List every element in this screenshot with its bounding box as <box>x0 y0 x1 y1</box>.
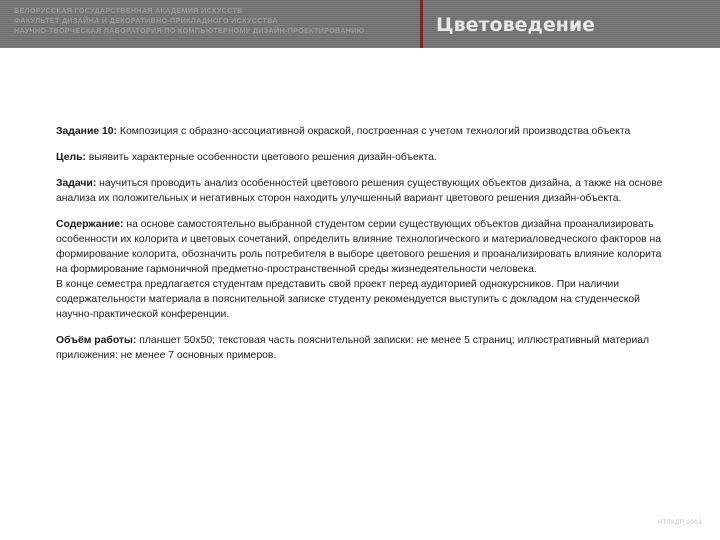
content-extra-text: В конце семестра предлагается студентам представить свой проект перед аудиторией однокурсников. При наличии содержательности материала в пояснительной записке студенту рекомендуется выступить с докладом на студенческой научно-практической конференции. <box>56 279 640 320</box>
objectives-paragraph <box>56 176 664 206</box>
content-text: на основе самостоятельно выбранной студентом серии существующих объектов дизайна проанализировать особенности их колорита и цветовых сочетаний, определить влияние технологического и материаловедческого факторов на формирование колорита, обозначить роль потребителя в выборе цветового решения и проанализировать влияние колорита на формирование гармоничной предметно-пространственной среды жизнедеятельности человека. <box>56 219 662 275</box>
institution-line: ФАКУЛЬТЕТ ДИЗАЙНА И ДЕКОРАТИВНО-ПРИКЛАДНОГО ИСКУССТВА <box>14 16 278 25</box>
task-label: Задание 10: <box>56 126 118 137</box>
goal-text: выявить характерные особенности цветового решения дизайн-объекта. <box>85 152 437 163</box>
page-title: Цветоведение <box>436 14 596 36</box>
institution-line: НАУЧНО-ТВОРЧЕСКАЯ ЛАБОРАТОРИЯ ПО КОМПЬЮТЕРНОМУ ДИЗАЙН-ПРОЕКТИРОВАНИЮ <box>14 26 365 35</box>
content-paragraph <box>56 217 664 322</box>
footer-mark: НТЛКДП 2003 <box>657 520 702 526</box>
volume-text: планшет 50х50; текстовая часть пояснительной записки: не менее 5 страниц; иллюстративный материал приложения: не менее 7 основных примеров. <box>56 335 650 361</box>
task-text: Композиция с образно-ассоциативной окраской, построенная с учетом технологий производства объекта <box>117 126 631 137</box>
objectives-text: научиться проводить анализ особенностей цветового решения существующих объектов дизайна, а также на основе анализа их положительных и негативных сторон находить улучшенный вариант цветового решения дизайн-объекта. <box>56 178 663 204</box>
accent-divider <box>420 0 423 48</box>
goal-label: Цель: <box>56 152 86 163</box>
goal-paragraph <box>56 150 664 165</box>
content-label: Содержание: <box>56 219 124 230</box>
volume-paragraph <box>56 333 664 363</box>
document-body <box>56 124 664 374</box>
institution-name <box>14 6 414 36</box>
objectives-label: Задачи: <box>56 178 97 189</box>
header-bar <box>0 0 720 48</box>
task-paragraph <box>56 124 664 139</box>
institution-line: БЕЛОРУССКАЯ ГОСУДАРСТВЕННАЯ АКАДЕМИЯ ИСКУССТВ <box>14 6 243 15</box>
volume-label: Объём работы: <box>56 335 137 346</box>
